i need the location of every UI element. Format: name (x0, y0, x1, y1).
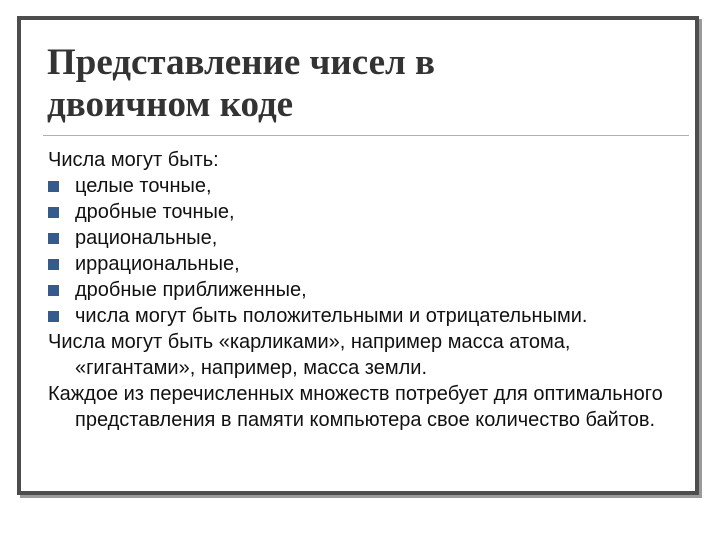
paragraph-size-range: Числа могут быть «карликами», например масса атома, «гигантами», например, масса земли. (48, 331, 571, 379)
title-line-2: двоичном коде (47, 84, 294, 125)
list-item (48, 173, 690, 199)
list-item (48, 225, 690, 251)
slide-frame (17, 16, 699, 495)
slide-body (48, 147, 690, 433)
list-item (48, 199, 690, 225)
list-item-text: целые точные, (75, 175, 212, 197)
list-item-text: дробные приближенные, (75, 279, 307, 301)
square-bullet-icon (48, 311, 59, 322)
list-item-text: рациональные, (75, 227, 218, 249)
intro-text: Числа могут быть: (48, 149, 219, 171)
list-item-text: иррациональные, (75, 253, 240, 275)
square-bullet-icon (48, 259, 59, 270)
title-divider (43, 135, 689, 136)
list-item (48, 303, 690, 329)
slide-title (47, 42, 435, 126)
list-item-text: дробные точные, (75, 201, 235, 223)
square-bullet-icon (48, 233, 59, 244)
list-item-text: числа могут быть положительными и отрицательными. (75, 305, 588, 327)
list-item (48, 277, 690, 303)
square-bullet-icon (48, 207, 59, 218)
paragraph-memory-bytes: Каждое из перечисленных множеств потребует для оптимального представления в памяти компьютера свое количество байтов. (48, 383, 663, 431)
square-bullet-icon (48, 181, 59, 192)
list-item (48, 251, 690, 277)
title-line-1: Представление чисел в (47, 42, 436, 83)
square-bullet-icon (48, 285, 59, 296)
bullet-list (48, 173, 690, 329)
